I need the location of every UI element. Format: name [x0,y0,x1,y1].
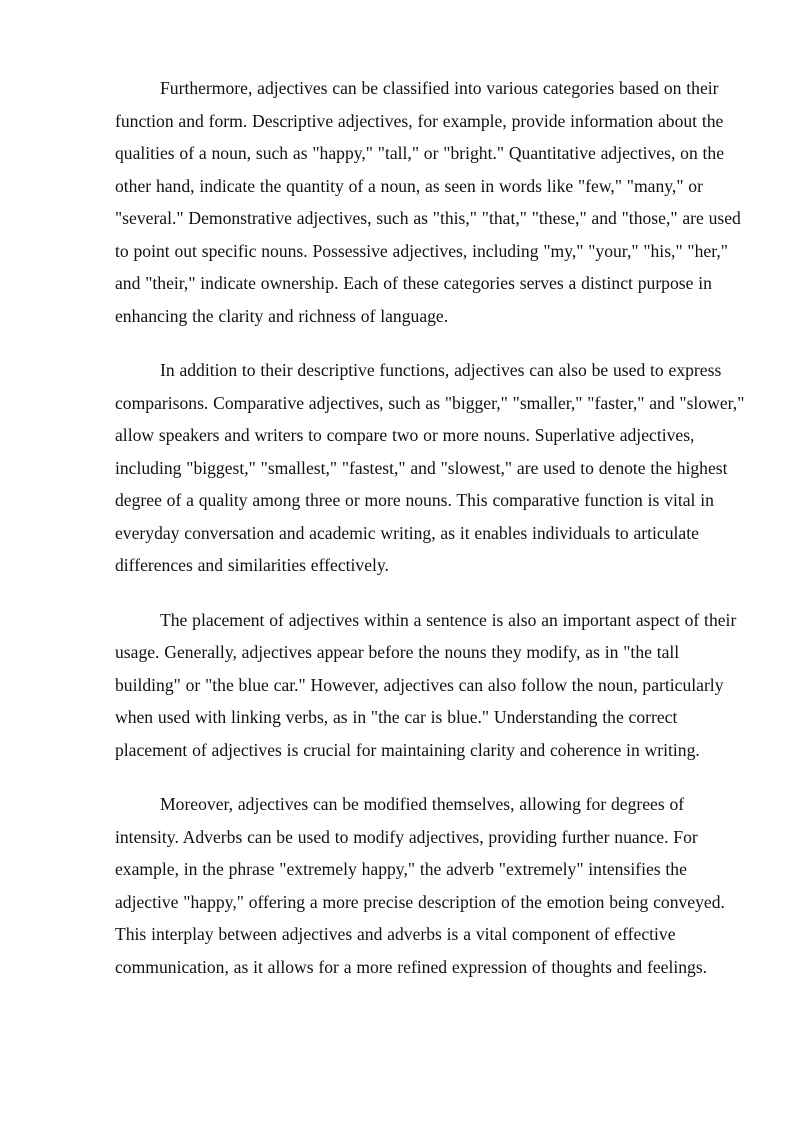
paragraph-comparisons: In addition to their descriptive functions, adjectives can also be used to express comparisons. Comparative adjectives, such as "bigger," "smaller," "faster," and "slower," allow speakers and writers to compare two or more nouns. Superlative adjectives, including "biggest," "smallest," "fastest," and "slowest," are used to denote the highest degree of a quality among three or more nouns. This comparative function is vital in everyday conversation and academic writing, as it enables individuals to articulate differences and similarities effectively. [115,360,745,575]
document-page [115,72,747,1005]
paragraph-modification: Moreover, adjectives can be modified themselves, allowing for degrees of intensity. Adverbs can be used to modify adjectives, providing further nuance. For example, in the phrase "extremely happy," the adverb "extremely" intensifies the adjective "happy," offering a more precise description of the emotion being conveyed. This interplay between adjectives and adverbs is a vital component of effective communication, as it allows for a more refined expression of thoughts and feelings. [115,794,725,977]
paragraph-placement: The placement of adjectives within a sentence is also an important aspect of their usage. Generally, adjectives appear before the nouns they modify, as in "the tall building" or "the blue car." However, adjectives can also follow the noun, particularly when used with linking verbs, as in "the car is blue." Understanding the correct placement of adjectives is crucial for maintaining clarity and coherence in writing. [115,609,737,760]
paragraph-adjective-categories: Furthermore, adjectives can be classified into various categories based on their function and form. Descriptive adjectives, for example, provide information about the qualities of a noun, such as "happy," "tall," or "bright." Quantitative adjectives, on the other hand, indicate the quantity of a noun, as seen in words like "few," "many," or "several." Demonstrative adjectives, such as "this," "that," "these," and "those," are used to point out specific nouns. Possessive adjectives, including "my," "your," "his," "her," and "their," indicate ownership. Each of these categories serves a distinct purpose in enhancing the clarity and richness of language. [115,78,741,326]
